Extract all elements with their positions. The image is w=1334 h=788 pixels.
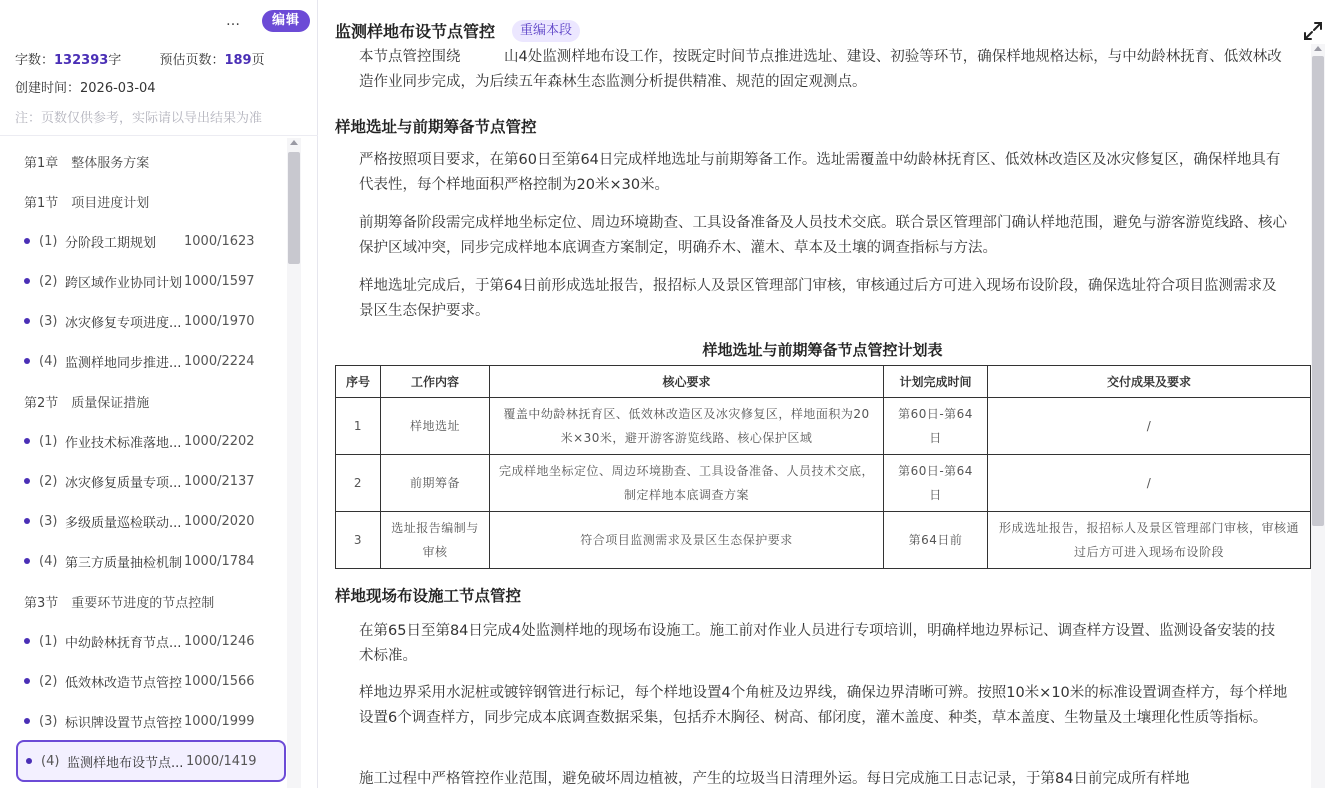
toc-item[interactable] (16, 623, 286, 659)
table-cell: / (988, 398, 1311, 455)
table-cell: 完成样地坐标定位、周边环境勘查、工具设备准备、人员技术交底，制定样地本底调查方案 (490, 455, 884, 512)
table-cell: 第60日-第64日 (884, 455, 988, 512)
pages-unit: 页 (251, 53, 265, 68)
pages-label: 预估页数： (159, 53, 225, 68)
expand-icon[interactable] (1302, 20, 1324, 42)
table-cell: 3 (336, 512, 381, 569)
word-count-value: 132393 (54, 53, 109, 68)
toc-item-label: 中幼龄林抚育节点... (65, 635, 182, 651)
toc-item-count: 1000/2224 (184, 353, 255, 369)
toc-item-number: (2) (39, 273, 58, 289)
toc-item-label: 冰灾修复质量专项... (65, 475, 182, 491)
toc-item-number: (1) (39, 433, 58, 449)
toc-item-label: 分阶段工期规划 (65, 235, 157, 251)
toc-heading[interactable] (16, 583, 286, 619)
table-title: 样地选址与前期筹备节点管控计划表 (702, 341, 943, 359)
toc-item-label: 多级质量巡检联动... (65, 515, 182, 531)
table-header-cell: 交付成果及要求 (988, 366, 1311, 398)
document-title: … (226, 13, 240, 29)
sidebar-header (0, 0, 318, 136)
toc-item[interactable] (16, 543, 286, 579)
toc-item-count: 1000/1784 (184, 553, 255, 569)
table-cell: 前期筹备 (381, 455, 490, 512)
toc-item-count: 1000/1999 (184, 713, 255, 729)
bullet-dot-icon (24, 238, 30, 244)
toc-heading-label: 第2节 质量保证措施 (24, 395, 150, 411)
bullet-dot-icon (24, 438, 30, 444)
heading-site-selection: 样地选址与前期筹备节点管控 (335, 118, 537, 136)
toc-item[interactable] (16, 423, 286, 459)
table-cell: 样地选址 (381, 398, 490, 455)
toc-item-number: (3) (39, 713, 58, 729)
toc-item[interactable] (16, 343, 286, 379)
toc-item-active[interactable] (16, 740, 286, 782)
table-row (336, 512, 1311, 569)
section-title: 监测样地布设节点管控 (335, 22, 496, 41)
toc-item-label: 第三方质量抽检机制 (65, 555, 183, 571)
toc-heading[interactable] (16, 183, 286, 219)
main-content (319, 0, 1334, 788)
toc-item-number: (3) (39, 313, 58, 329)
table-of-contents (0, 141, 300, 788)
toc-item-label: 冰灾修复专项进度... (65, 315, 182, 331)
paragraph-site-2: 前期筹备阶段需完成样地坐标定位、周边环境勘查、工具设备准备及人员技术交底。联合景区管理部门确认样地范围，避免与游客游览线路、核心保护区域冲突，同步完成样地本底调查方案制定，明确乔木、灌木、草本及土壤的调查指标与方法。 (359, 215, 1287, 256)
sidebar (0, 0, 318, 788)
toc-item-label: 监测样地同步推进... (65, 355, 182, 371)
toc-item-label: 低效林改造节点管控 (65, 675, 183, 691)
bullet-dot-icon (24, 718, 30, 724)
toc-item[interactable] (16, 263, 286, 299)
toc-heading-label: 第1章 整体服务方案 (24, 155, 150, 171)
toc-item-count: 1000/2020 (184, 513, 255, 529)
toc-heading-label: 第3节 重要环节进度的节点控制 (24, 595, 215, 611)
toc-item-label: 标识牌设置节点管控 (65, 715, 183, 731)
heading-field-construction: 样地现场布设施工节点管控 (335, 587, 522, 605)
bullet-dot-icon (24, 558, 30, 564)
regenerate-section-button[interactable]: 重编本段 (512, 20, 580, 42)
main-scroll-up-icon[interactable] (1314, 46, 1322, 51)
toc-item[interactable] (16, 303, 286, 339)
bullet-dot-icon (24, 358, 30, 364)
bullet-dot-icon (24, 678, 30, 684)
bullet-dot-icon (24, 278, 30, 284)
toc-item-count: 1000/2202 (184, 433, 255, 449)
paragraph-build-3: 施工过程中严格管控作业范围，避免破坏周边植被，产生的垃圾当日清理外运。每日完成施工日志记录，于第84日前完成所有样地 (359, 771, 1190, 787)
toc-item-label: 跨区域作业协同计划 (65, 275, 183, 291)
table-row (336, 455, 1311, 512)
toc-item-number: (2) (39, 473, 58, 489)
table-header-cell: 核心要求 (490, 366, 884, 398)
bullet-dot-icon (24, 318, 30, 324)
paragraph-build-2: 样地边界采用水泥桩或镀锌钢管进行标记，每个样地设置4个角桩及边界线，确保边界清晰可辨。按照10米×10米的标准设置调查样方，每个样地设置6个调查样方，同步完成本底调查数据采集，包括乔木胸径、树高、郁闭度，灌木盖度、种类，草本盖度、生物量及土壤理化性质等指标。 (359, 685, 1288, 726)
table-cell: 2 (336, 455, 381, 512)
toc-heading-label: 第1节 项目进度计划 (24, 195, 150, 211)
table-cell: 第64日前 (884, 512, 988, 569)
table-header-row (336, 366, 1311, 398)
edit-button[interactable]: 编辑 (262, 10, 310, 32)
sidebar-scroll-thumb[interactable] (288, 152, 300, 264)
toc-item[interactable] (16, 503, 286, 539)
toc-item-number: (4) (39, 353, 58, 369)
toc-item-number: (3) (39, 513, 58, 529)
table-cell: 选址报告编制与审核 (381, 512, 490, 569)
toc-item-count: 1000/1566 (184, 673, 255, 689)
toc-heading[interactable] (16, 143, 286, 179)
table-cell: 覆盖中幼龄林抚育区、低效林改造区及冰灾修复区，样地面积为20米×30米，避开游客游览线路、核心保护区域 (490, 398, 884, 455)
toc-item-count: 1000/1970 (184, 313, 255, 329)
word-count-unit: 字 (108, 53, 122, 68)
sidebar-scroll-up-icon[interactable] (290, 140, 298, 145)
table-header-cell: 序号 (336, 366, 381, 398)
toc-item-count: 1000/1419 (186, 753, 257, 769)
table-cell: 第60日-第64日 (884, 398, 988, 455)
table-cell: 1 (336, 398, 381, 455)
paragraph-site-1: 严格按照项目要求，在第60日至第64日完成样地选址与前期筹备工作。选址需覆盖中幼龄林抚育区、低效林改造区及冰灾修复区，确保样地具有代表性，每个样地面积严格控制为20米×30米。 (359, 152, 1281, 193)
toc-item[interactable] (16, 703, 286, 739)
bullet-dot-icon (24, 638, 30, 644)
toc-item-count: 1000/1623 (184, 233, 255, 249)
created-date: 创建时间：2026-03-04 (15, 81, 156, 96)
pages-note: 注：页数仅供参考，实际请以导出结果为准 (15, 111, 263, 126)
paragraph-site-3: 样地选址完成后，于第64日前形成选址报告，报招标人及景区管理部门审核，审核通过后方可进入现场布设阶段，确保选址符合项目监测需求及景区生态保护要求。 (359, 278, 1277, 319)
intro-paragraph: 本节点管控围绕 山4处监测样地布设工作，按既定时间节点推进选址、建设、初验等环节，确保样地规格达标，与中幼龄林抚育、低效林改造作业同步完成，为后续五年森林生态监测分析提供精准、规范的固定观测点。 (359, 49, 1282, 90)
toc-heading[interactable] (16, 383, 286, 419)
toc-item[interactable] (16, 223, 286, 259)
toc-item-count: 1000/2137 (184, 473, 255, 489)
pages-value: 189 (224, 53, 252, 68)
table-cell: 符合项目监测需求及景区生态保护要求 (490, 512, 884, 569)
bullet-dot-icon (24, 478, 30, 484)
toc-item[interactable] (16, 663, 286, 699)
toc-item-label: 作业技术标准落地... (65, 435, 182, 451)
table-header-cell: 计划完成时间 (884, 366, 988, 398)
document-stats (15, 49, 265, 68)
bullet-dot-icon (24, 518, 30, 524)
main-scroll-thumb[interactable] (1312, 56, 1324, 526)
plan-table (335, 365, 1311, 569)
toc-item-number: (1) (39, 233, 58, 249)
bullet-dot-icon (26, 758, 32, 764)
toc-item-count: 1000/1246 (184, 633, 255, 649)
toc-item[interactable] (16, 463, 286, 499)
toc-item-number: (4) (41, 753, 60, 769)
toc-item-number: (2) (39, 673, 58, 689)
table-cell: 形成选址报告，报招标人及景区管理部门审核，审核通过后方可进入现场布设阶段 (988, 512, 1311, 569)
table-header-cell: 工作内容 (381, 366, 490, 398)
toc-item-count: 1000/1597 (184, 273, 255, 289)
table-cell: / (988, 455, 1311, 512)
toc-item-number: (4) (39, 553, 58, 569)
toc-item-number: (1) (39, 633, 58, 649)
word-count-label: 字数： (15, 53, 55, 68)
toc-item-label: 监测样地布设节点... (67, 755, 184, 771)
paragraph-build-1: 在第65日至第84日完成4处监测样地的现场布设施工。施工前对作业人员进行专项培训，明确样地边界标记、调查样方设置、监测设备安装的技术标准。 (359, 623, 1276, 664)
table-row (336, 398, 1311, 455)
